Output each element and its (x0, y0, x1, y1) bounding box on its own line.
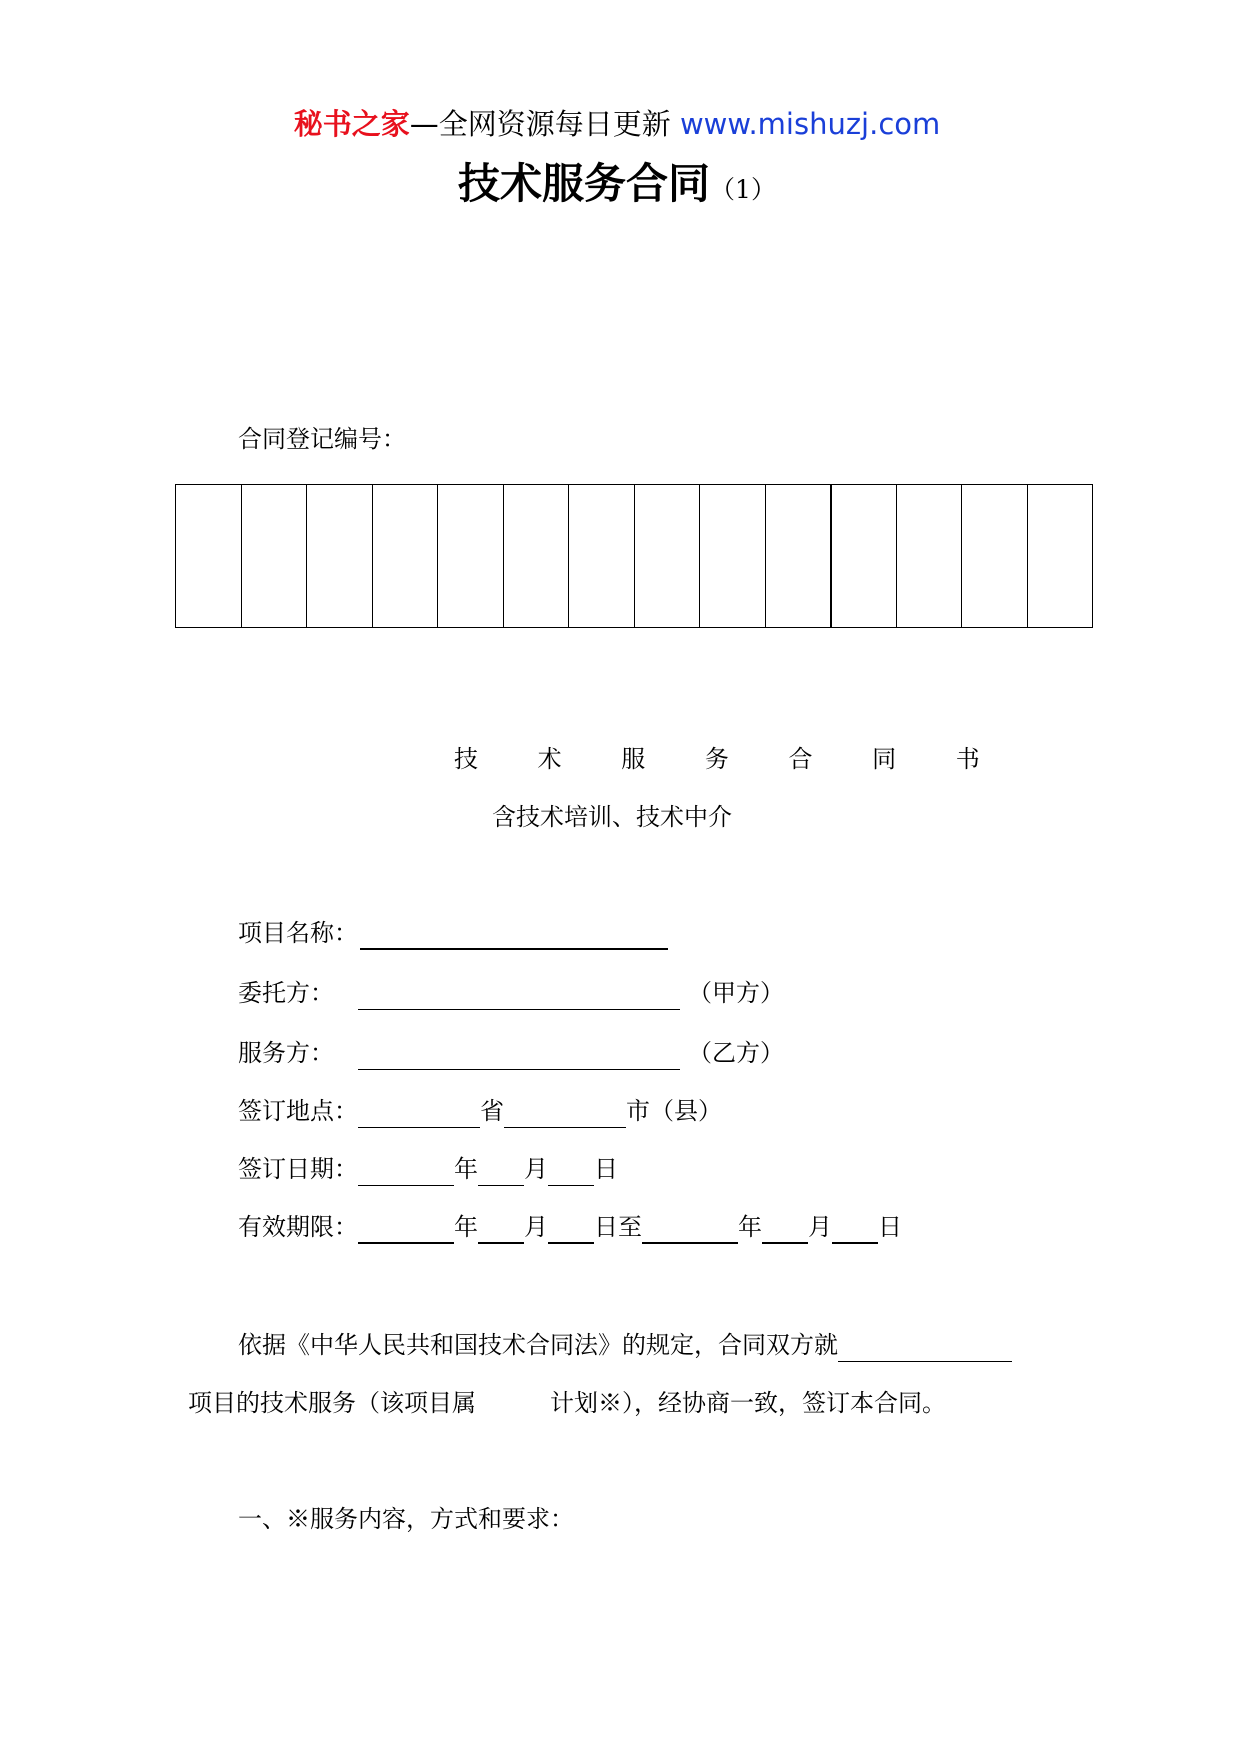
month-label: 月 (808, 1213, 832, 1241)
registration-box[interactable] (962, 485, 1028, 628)
day-label: 日 (594, 1155, 618, 1183)
sign-place-row (238, 1094, 722, 1128)
start-month-blank[interactable] (478, 1214, 524, 1244)
end-day-blank[interactable] (832, 1214, 878, 1244)
site-slogan: —全网资源每日更新 (409, 107, 671, 141)
province-label: 省 (480, 1097, 504, 1125)
province-blank[interactable] (358, 1099, 480, 1128)
project-blank[interactable] (838, 1333, 1012, 1362)
end-month-blank[interactable] (762, 1214, 808, 1244)
project-name-blank[interactable] (360, 920, 668, 950)
document-title (0, 156, 1234, 221)
section-1-heading: 一、※服务内容，方式和要求： (238, 1505, 574, 1533)
registration-box[interactable] (700, 485, 766, 628)
registration-box[interactable] (307, 485, 373, 628)
registration-number-boxes (175, 484, 1093, 628)
provider-suffix: （乙方） (688, 1039, 784, 1067)
registration-label: 合同登记编号： (238, 425, 406, 453)
registration-box[interactable] (176, 485, 242, 628)
provider-label: 服务方： (238, 1039, 334, 1067)
client-suffix: （甲方） (688, 979, 784, 1007)
registration-box[interactable] (634, 485, 700, 628)
basis-text: 依据《中华人民共和国技术合同法》的规定，合同双方就 (238, 1331, 838, 1359)
basis-paragraph-line2 (188, 1386, 946, 1420)
sign-month-blank[interactable] (478, 1157, 524, 1186)
basis-text-part-a: 项目的技术服务（该项目属 (188, 1389, 476, 1417)
city-blank[interactable] (504, 1099, 626, 1128)
start-day-blank[interactable] (548, 1214, 594, 1244)
contract-heading: 技 术 服 务 合 同 书 (454, 745, 1006, 773)
project-name-label: 项目名称： (238, 919, 358, 947)
month-label: 月 (524, 1155, 548, 1183)
registration-box[interactable] (1027, 485, 1093, 628)
sign-year-blank[interactable] (358, 1157, 454, 1186)
provider-row (238, 1036, 784, 1070)
site-brand: 秘书之家 (293, 107, 410, 141)
validity-row (238, 1210, 902, 1244)
registration-box[interactable] (438, 485, 504, 628)
client-row (238, 976, 784, 1010)
client-label: 委托方： (238, 979, 334, 1007)
sign-date-row (238, 1152, 618, 1186)
registration-box[interactable] (765, 485, 831, 628)
basis-text-part-b: 计划※），经协商一致，签订本合同。 (550, 1389, 946, 1417)
day-label: 日 (878, 1213, 902, 1241)
registration-box[interactable] (896, 485, 962, 628)
site-header (0, 104, 1234, 144)
month-label: 月 (524, 1213, 548, 1241)
provider-blank[interactable] (358, 1041, 680, 1070)
validity-label: 有效期限： (238, 1213, 358, 1241)
client-blank[interactable] (358, 981, 680, 1010)
registration-box[interactable] (372, 485, 438, 628)
year-label: 年 (454, 1213, 478, 1241)
registration-box[interactable] (503, 485, 569, 628)
title-main: 技术服务合同 (458, 159, 711, 208)
start-year-blank[interactable] (358, 1214, 454, 1244)
basis-paragraph-line1 (238, 1328, 1012, 1362)
registration-box[interactable] (569, 485, 635, 628)
end-year-blank[interactable] (642, 1214, 738, 1244)
project-name-row (238, 916, 668, 950)
day-to-label: 日至 (594, 1213, 642, 1241)
title-number: （1） (710, 175, 776, 204)
year-label: 年 (738, 1213, 762, 1241)
city-label: 市（县） (626, 1097, 722, 1125)
sign-date-label: 签订日期： (238, 1155, 358, 1183)
sign-place-label: 签订地点： (238, 1097, 358, 1125)
site-url-link[interactable]: www.mishuzj.com (679, 107, 941, 141)
registration-box[interactable] (241, 485, 307, 628)
sign-day-blank[interactable] (548, 1157, 594, 1186)
year-label: 年 (454, 1155, 478, 1183)
contract-subheading: 含技术培训、技术中介 (492, 803, 732, 831)
registration-box[interactable] (831, 485, 897, 628)
